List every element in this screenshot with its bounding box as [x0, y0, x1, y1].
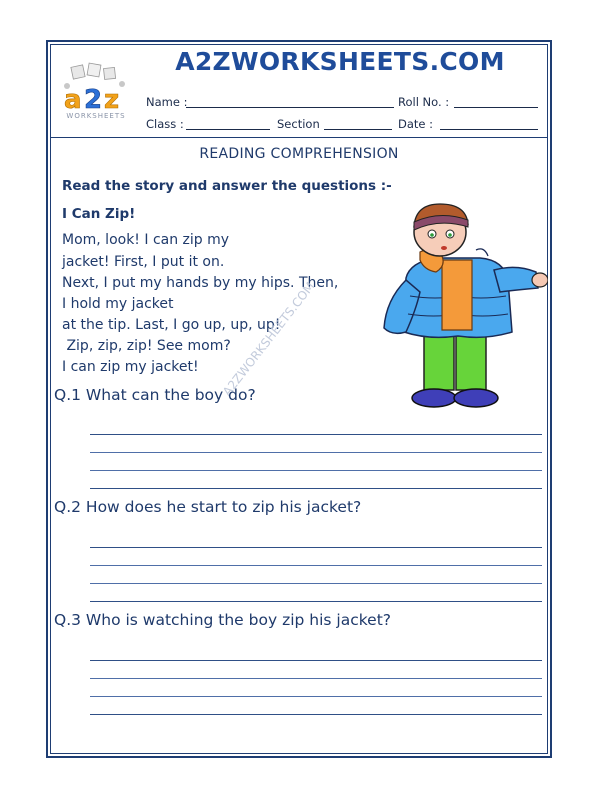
- answer-line[interactable]: [90, 547, 542, 548]
- answer-line[interactable]: [90, 470, 542, 471]
- header-divider: [50, 137, 548, 138]
- answer-line[interactable]: [90, 488, 542, 489]
- date-label: Date :: [398, 117, 434, 131]
- answer-line[interactable]: [90, 696, 542, 697]
- logo-subtitle: WORKSHEETS: [66, 112, 126, 120]
- svg-text:2: 2: [84, 85, 103, 115]
- name-label: Name :: [146, 95, 188, 109]
- story-line: jacket! First, I put it on.: [62, 254, 225, 270]
- story-line: Mom, look! I can zip my: [62, 232, 230, 248]
- roll-no-label: Roll No. :: [398, 95, 450, 109]
- watermark-text: A2ZWORKSHEETS.COM: [220, 279, 318, 399]
- section-heading: READING COMPREHENSION: [199, 146, 399, 162]
- question-2: Q.2 How does he start to zip his jacket?: [54, 498, 362, 516]
- roll-no-field[interactable]: [454, 107, 538, 108]
- class-label: Class :: [146, 117, 184, 131]
- story-line: Next, I put my hands by my hips. Then,: [62, 275, 339, 291]
- story-line: I can zip my jacket!: [62, 359, 199, 375]
- story-line: I hold my jacket: [62, 296, 174, 312]
- story-title: I Can Zip!: [62, 206, 136, 222]
- answer-line[interactable]: [90, 601, 542, 602]
- instruction-text: Read the story and answer the questions :-: [62, 178, 392, 194]
- answer-line[interactable]: [90, 714, 542, 715]
- answer-line[interactable]: [90, 565, 542, 566]
- boy-zipping-jacket-illustration: [376, 200, 548, 418]
- answer-line[interactable]: [90, 434, 542, 435]
- answer-line[interactable]: [90, 660, 542, 661]
- answer-line[interactable]: [90, 678, 542, 679]
- svg-text:z: z: [104, 85, 120, 115]
- class-field[interactable]: [186, 129, 270, 130]
- story-line: at the tip. Last, I go up, up, up!: [62, 317, 281, 333]
- answer-line[interactable]: [90, 452, 542, 453]
- question-1: Q.1 What can the boy do?: [54, 386, 256, 404]
- section-field[interactable]: [324, 129, 392, 130]
- section-label: Section: [277, 117, 320, 131]
- site-title: A2ZWORKSHEETS.COM: [175, 47, 505, 76]
- name-field[interactable]: [186, 107, 394, 108]
- question-3: Q.3 Who is watching the boy zip his jacket?: [54, 611, 391, 629]
- svg-text:a: a: [64, 85, 82, 115]
- date-field[interactable]: [440, 129, 538, 130]
- answer-line[interactable]: [90, 583, 542, 584]
- story-line: Zip, zip, zip! See mom?: [62, 338, 231, 354]
